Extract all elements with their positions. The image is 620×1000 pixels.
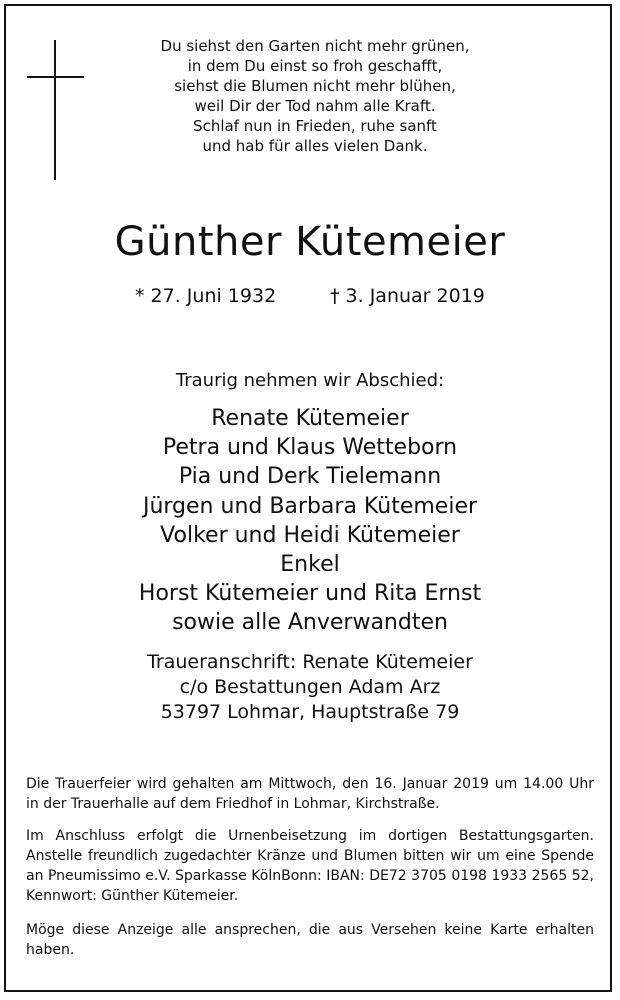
mourning-address — [0, 650, 620, 725]
poem-line: Schlaf nun in Frieden, ruhe sanft — [193, 117, 437, 135]
address-line: Traueranschrift: Renate Kütemeier — [147, 651, 473, 673]
poem-line: und hab für alles vielen Dank. — [202, 137, 428, 155]
mourner: sowie alle Anverwandten — [172, 610, 448, 636]
poem — [135, 36, 495, 156]
address-line: 53797 Lohmar, Hauptstraße 79 — [160, 701, 460, 723]
poem-line: siehst die Blumen nicht mehr blühen, — [174, 77, 456, 95]
poem-line: Du siehst den Garten nicht mehr grünen, — [160, 37, 470, 55]
farewell-intro: Traurig nehmen wir Abschied: — [175, 370, 445, 391]
mourner: Enkel — [280, 552, 340, 578]
mourner: Pia und Derk Tielemann — [178, 464, 442, 490]
poem-line: in dem Du einst so froh geschafft, — [187, 57, 443, 75]
address-line: c/o Bestattungen Adam Arz — [179, 676, 441, 698]
death-date: † 3. Januar 2019 — [330, 285, 485, 307]
poem-line: weil Dir der Tod nahm alle Kraft. — [194, 97, 436, 115]
mourner: Renate Kütemeier — [211, 406, 409, 431]
urn-burial-donation-paragraph: Im Anschluss erfolgt die Urnenbeisetzung im dortigen Bestattungsgarten. Anstelle freundlich zugedachter Kränze und Blumen bitten wir um eine Spende an Pneumissimo e.V. Sparkasse KölnBonn: IBAN: DE72 3705 0198 1933 2565 52, Kennwort: Günther Kütemeier. — [26, 828, 594, 904]
cross-horizontal-bar — [27, 76, 84, 78]
mourner: Volker und Heidi Kütemeier — [160, 522, 460, 548]
cross-vertical-bar — [54, 40, 56, 180]
mourner: Petra und Klaus Wetteborn — [162, 435, 458, 461]
mourners-list — [0, 404, 620, 638]
closing-note-paragraph: Möge diese Anzeige alle ansprechen, die aus Versehen keine Karte erhalten haben. — [26, 922, 594, 958]
mourner: Jürgen und Barbara Kütemeier — [142, 493, 478, 519]
funeral-info-paragraph: Die Trauerfeier wird gehalten am Mittwoch, den 16. Januar 2019 um 14.00 Uhr in der Trauerhalle auf dem Friedhof in Lohmar, Kirchstraße. — [26, 776, 594, 812]
deceased-name: Günther Kütemeier — [114, 219, 506, 265]
mourner: Horst Kütemeier und Rita Ernst — [138, 581, 482, 607]
birth-date: * 27. Juni 1932 — [135, 285, 277, 307]
